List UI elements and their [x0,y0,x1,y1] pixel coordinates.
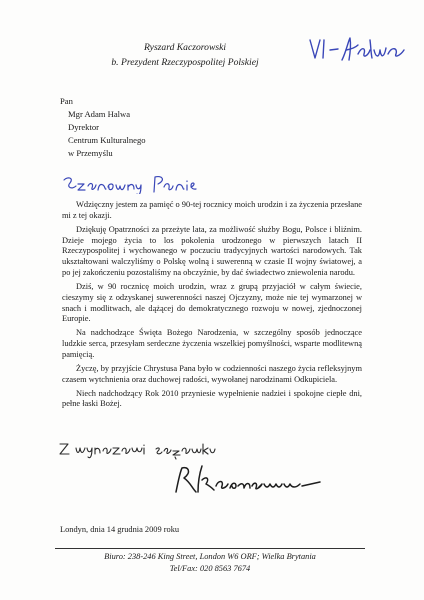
closing-handwriting [58,436,218,460]
body-paragraph: Dziś, w 90 rocznicę moich urodzin, wraz z grupą przyjaciół w całym świecie, cieszymy się z odzyskanej suwerenności naszej Ojczyzny, może nie tej wymarzonej w snach i modlitwach, ale dążącej do demokratycznego rozwoju w nowej, zjednoczonej Europie. [62,281,362,324]
footer-phone: Tel/Fax: 020 8563 7674 [169,563,251,573]
annotation-scribble [308,34,408,68]
body-paragraph: Na nadchodzące Święta Bożego Narodzenia, w szczególny sposób jednoczące ludzkie serca, przesyłam serdeczne życzenia wszelkiej pomyślności, wsparte modlitewną pamięcią. [62,328,362,359]
body-paragraph: Niech nadchodzący Rok 2010 przyniesie wypełnienie nadziei i spokojne ciepłe dni, pełne łaski Bożej. [62,388,362,409]
sender-title: b. Prezydent Rzeczypospolitej Polskiej [111,57,259,68]
sender-name: Ryszard Kaczorowski [144,42,226,53]
salutation-handwriting [62,172,202,194]
recipient-line: Pan [60,96,73,106]
handwritten-closing [58,436,218,460]
footer [55,551,365,574]
letter-body [62,200,362,413]
recipient-line: w Przemyślu [68,148,113,158]
recipient-address [60,95,146,160]
date-line: Londyn, dnia 14 grudnia 2009 roku [60,525,180,534]
body-paragraph: Dziękuję Opatrzności za przeżyte lata, za możliwość służby Bogu, Polsce i bliźnim. Dzieje mojego życia to los pokolenia urodzonego w pierwszych latach II Rzeczypospolitej i wychowanego w poczuciu tradycyjnych wartości narodowych. Tak ukształtowani walczyliśmy o Polskę wolną i suwerenną w czasie II wojny światowej, a po jej zakończeniu pozostaliśmy na obczyźnie, by dać świadectwo zniewolenia narodu. [62,224,362,277]
footer-divider [55,548,365,549]
signature-image [170,462,330,498]
handwritten-salutation [62,172,202,194]
recipient-line: Mgr Adam Halwa [68,109,131,119]
sender-block [80,40,290,70]
body-paragraph: Wdzięczny jestem za pamięć o 90-tej rocznicy moich urodzin i za życzenia przesłane mi z tej okazji. [62,200,363,220]
footer-address: Biuro: 238-246 King Street, London W6 ORF; Wielka Brytania [104,552,316,561]
handwritten-annotation [308,34,408,68]
signature [170,462,330,498]
recipient-line: Centrum Kulturalnego [68,135,146,145]
recipient-line: Dyrektor [68,122,100,132]
body-paragraph: Życzę, by przyjście Chrystusa Pana było w codzienności naszego życia refleksyjnym czasem wytchnienia oraz duchowej radości, wywołanej narodzinami Odkupiciela. [62,363,362,384]
